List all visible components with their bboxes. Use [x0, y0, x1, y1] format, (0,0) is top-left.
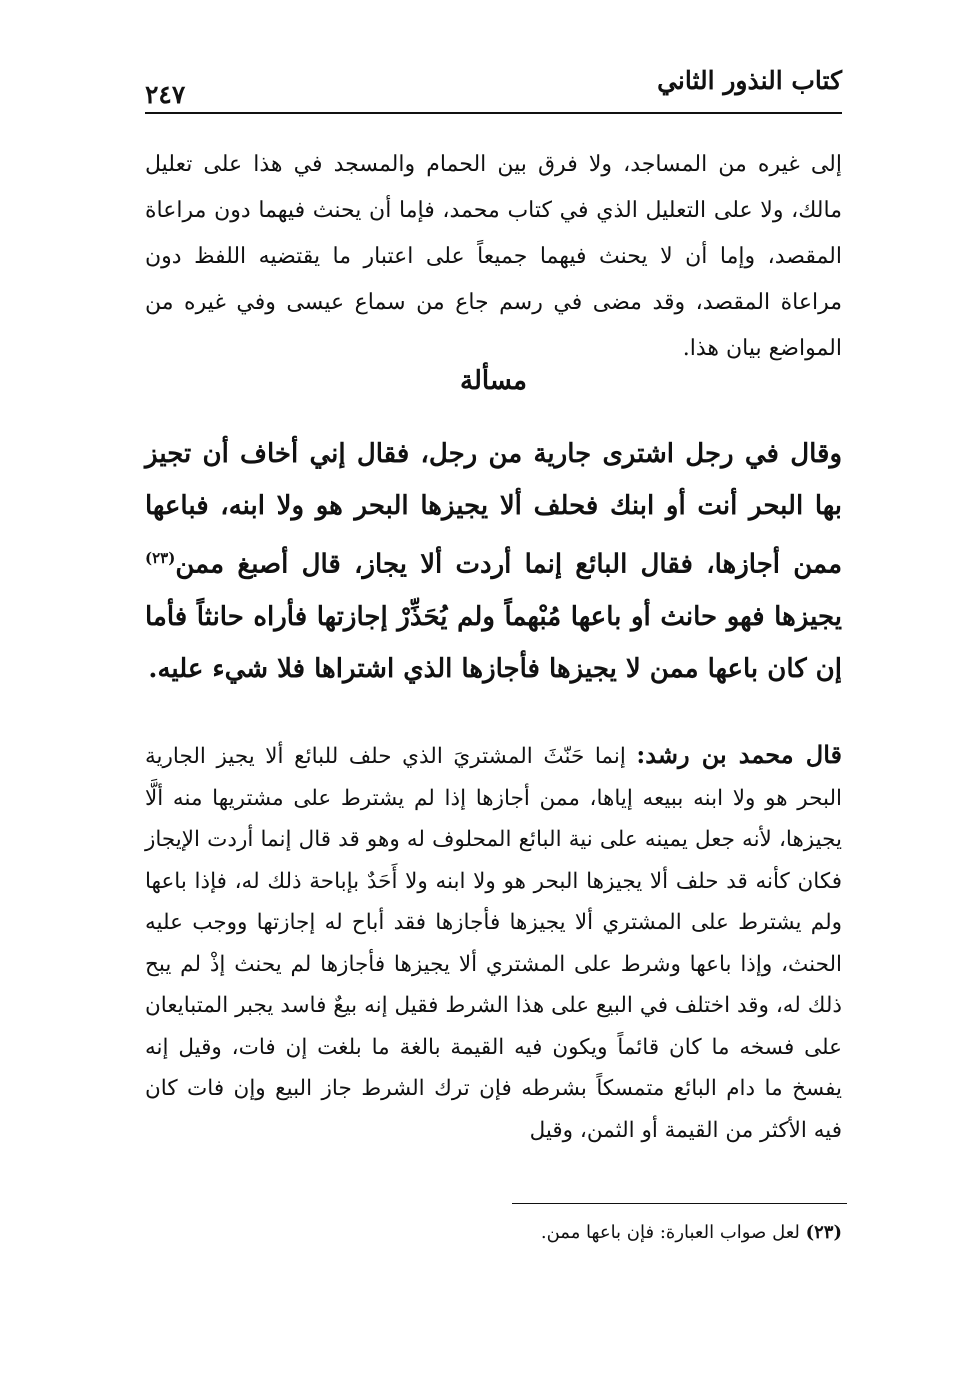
header-rule [145, 112, 842, 114]
question-text-1: في رجل اشترى جارية من رجل، فقال إني أخاف أن تجيز بها البحر أنت أو ابنك فحلف ألا يجيزها البحر هو ولا ابنه، فباعها ممن أجازها، فقال البائع إنما أردت ألا يجاز، قال أصبغ ممن [145, 439, 842, 580]
answer-lead: قال محمد بن رشد: [636, 740, 842, 769]
page-number: ٢٤٧ [145, 80, 186, 109]
section-heading: مسألة [460, 366, 527, 396]
footnote-reference: (٢٣) [145, 549, 176, 567]
question-paragraph [145, 428, 842, 695]
answer-text: إنما حَنّثَ المشتريَ الذي حلف للبائع ألا يجيز الجارية البحر هو ولا ابنه ببيعه إياها، ممن أجازها إذا لم يشترط على مشتريها منه ألَّا يجيزها، لأنه جعل يمينه على نية البائع المحلوف له وهو قد قال إنما أردت الإيجاز فكان كأنه قد حلف ألا يجيزها البحر هو ولا ابنه ولا أَحَدٌ بإباحة ذلك له، فإذا باعها ولم يشترط على المشتري ألا يجيزها فأجازها فقد أباح له إجازتها ووجب عليه الحنث، وإذا باعها وشرط على المشتري ألا يجيزها فأجازها لم يحنث إذْ لم يبح ذلك له، وقد اختلف في البيع على هذا الشرط فقيل إنه بيعٌ فاسد يجبر المتبايعان على فسخه ما كان قائماً ويكون فيه القيمة بالغة ما بلغت إن فات، وقيل إنه يفسخ ما دام البائع متمسكاً بشرطه فإن ترك الشرط جاز البيع وإن فات كان فيه الأكثر من القيمة أو الثمن، وقيل [145, 744, 842, 1143]
answer-paragraph [145, 734, 842, 1151]
question-lead: وقال [790, 439, 842, 469]
question-text-2: يجيزها فهو حانث أو باعها مُبْهماً ولم يُحَذِّرْ إجازتها فأراه حانثاً فأما إن كان باعها ممن لا يجيزها فأجازها الذي اشتراها فلا شيء عليه. [145, 601, 842, 684]
footnote-rule [512, 1203, 847, 1204]
footnote [145, 1222, 842, 1243]
footnote-number: (٢٣) [805, 1222, 842, 1243]
paragraph-1: إلى غيره من المساجد، ولا فرق بين الحمام والمسجد في هذا على تعليل مالك، ولا على التعليل الذي في كتاب محمد، فإما أن يحنث فيهما دون مراعاة المقصد، وإما أن لا يحنث فيهما جميعاً على اعتبار ما يقتضيه اللفظ دون مراعاة المقصد، وقد مضى في رسم جاع من سماع عيسى وفي غيره من المواضع بيان هذا. [145, 152, 842, 361]
running-header-title: كتاب النذور الثاني [657, 66, 842, 95]
footnote-text: لعل صواب العبارة: فإن باعها ممن. [540, 1222, 806, 1243]
